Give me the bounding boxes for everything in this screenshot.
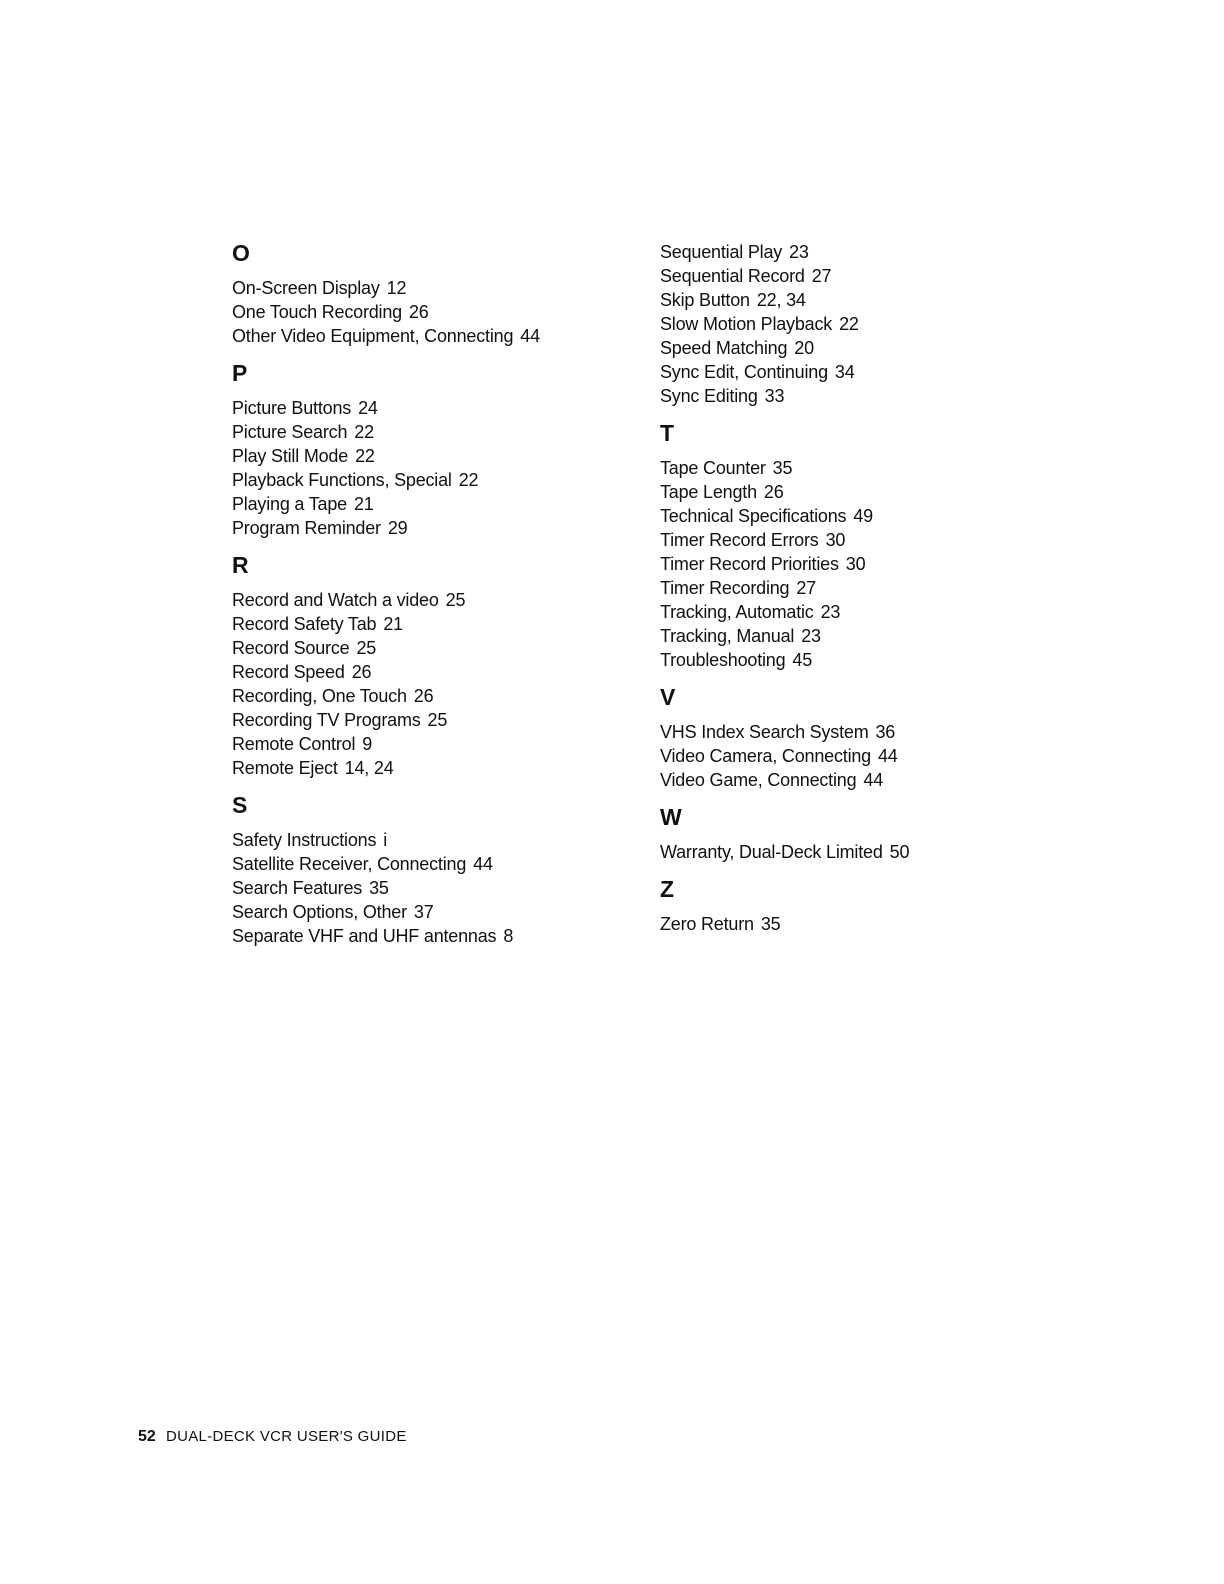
index-page-ref: 22: [354, 422, 374, 442]
index-term: Search Features: [232, 878, 363, 898]
index-term: Skip Button: [660, 290, 750, 310]
index-entry: [660, 720, 1060, 744]
index-page-ref: 44: [863, 770, 884, 790]
index-term: Video Game, Connecting: [660, 770, 857, 790]
index-group: [232, 358, 632, 540]
index-term: One Touch Recording: [232, 302, 402, 322]
index-term: Warranty, Dual-Deck Limited: [660, 842, 883, 862]
index-entry: [660, 768, 1060, 792]
index-term: Separate VHF and UHF antennas: [232, 926, 497, 946]
index-entry: [232, 420, 632, 444]
index-entry: [232, 324, 632, 348]
index-page-ref: 24: [358, 398, 378, 418]
index-page-ref: 27: [811, 266, 832, 286]
index-term: Timer Recording: [660, 578, 790, 598]
index-entry: [232, 924, 632, 948]
index-term: Troubleshooting: [660, 650, 786, 670]
index-page-ref: 37: [413, 902, 434, 922]
index-page-ref: 44: [473, 854, 493, 874]
index-term: Video Camera, Connecting: [660, 746, 871, 766]
index-entry: [232, 276, 632, 300]
index-term: Program Reminder: [232, 518, 381, 538]
index-column-right: [660, 240, 1060, 936]
index-entry: [232, 468, 632, 492]
index-entry: [660, 384, 1060, 408]
page-footer: [138, 1428, 407, 1446]
index-page-ref: 35: [369, 878, 389, 898]
index-page-ref: 25: [356, 638, 377, 658]
index-page-ref: 35: [772, 458, 793, 478]
index-page-ref: 30: [845, 554, 866, 574]
index-term: Recording, One Touch: [232, 686, 407, 706]
index-term: Picture Search: [232, 422, 348, 442]
index-term: Picture Buttons: [232, 398, 352, 418]
index-term: Other Video Equipment, Connecting: [232, 326, 514, 346]
index-entry: [232, 900, 632, 924]
index-term: Timer Record Errors: [660, 530, 819, 550]
index-term: Record and Watch a video: [232, 590, 439, 610]
index-page-ref: 12: [386, 278, 407, 298]
index-entry: [660, 288, 1060, 312]
index-page-ref: 22, 34: [756, 290, 806, 310]
index-group: [232, 550, 632, 780]
index-entry: [660, 744, 1060, 768]
index-group: [660, 240, 1060, 408]
index-term: Zero Return: [660, 914, 754, 934]
index-term: On-Screen Display: [232, 278, 380, 298]
index-group: [660, 682, 1060, 792]
index-letter-heading: W: [660, 804, 682, 830]
index-letter-heading: Z: [660, 876, 675, 902]
index-page-ref: i: [383, 830, 388, 850]
index-entry: [660, 552, 1060, 576]
index-term: Search Options, Other: [232, 902, 407, 922]
index-term: Tape Length: [660, 482, 757, 502]
index-entry: [232, 876, 632, 900]
index-page-ref: 23: [789, 242, 809, 262]
index-page-ref: 26: [763, 482, 784, 502]
index-entry: [232, 612, 632, 636]
index-term: Sync Editing: [660, 386, 758, 406]
index-term: Playback Functions, Special: [232, 470, 452, 490]
index-entry: [232, 516, 632, 540]
index-term: Satellite Receiver, Connecting: [232, 854, 467, 874]
index-page-ref: 25: [445, 590, 466, 610]
index-page-ref: 29: [387, 518, 408, 538]
index-group: [232, 238, 632, 348]
index-group: [660, 418, 1060, 672]
index-term: Remote Eject: [232, 758, 338, 778]
index-term: Technical Specifications: [660, 506, 847, 526]
index-entry: [660, 336, 1060, 360]
index-term: Sequential Play: [660, 242, 783, 262]
index-letter-heading: V: [660, 684, 676, 710]
index-term: Tape Counter: [660, 458, 766, 478]
index-entry: [660, 576, 1060, 600]
index-page-ref: 34: [834, 362, 855, 382]
index-entry: [232, 828, 632, 852]
index-term: Playing a Tape: [232, 494, 347, 514]
index-entry: [660, 624, 1060, 648]
index-term: Tracking, Automatic: [660, 602, 814, 622]
index-page-ref: 26: [408, 302, 429, 322]
index-term: Sequential Record: [660, 266, 805, 286]
index-letter-heading: R: [232, 552, 249, 578]
index-page-ref: 14, 24: [344, 758, 394, 778]
index-term: Record Speed: [232, 662, 345, 682]
index-page-ref: 23: [801, 626, 821, 646]
index-term: Remote Control: [232, 734, 356, 754]
index-entry: [232, 684, 632, 708]
index-entry: [660, 480, 1060, 504]
index-entry: [232, 444, 632, 468]
index-term: VHS Index Search System: [660, 722, 869, 742]
index-term: Recording TV Programs: [232, 710, 421, 730]
index-term: Record Safety Tab: [232, 614, 377, 634]
index-page-ref: 45: [792, 650, 813, 670]
index-entry: [660, 360, 1060, 384]
index-term: Safety Instructions: [232, 830, 377, 850]
index-term: Tracking, Manual: [660, 626, 795, 646]
index-term: Slow Motion Playback: [660, 314, 833, 334]
index-entry: [660, 456, 1060, 480]
index-term: Sync Edit, Continuing: [660, 362, 828, 382]
index-column-left: [232, 238, 632, 948]
index-term: Record Source: [232, 638, 350, 658]
index-page-ref: 50: [889, 842, 910, 862]
index-term: Speed Matching: [660, 338, 788, 358]
index-page-ref: 27: [796, 578, 816, 598]
index-page-ref: 44: [520, 326, 540, 346]
index-page-ref: 33: [764, 386, 785, 406]
index-entry: [660, 528, 1060, 552]
index-group: [660, 802, 1060, 864]
index-entry: [232, 300, 632, 324]
index-entry: [232, 588, 632, 612]
guide-title: DUAL-DECK VCR USER'S GUIDE: [165, 1428, 407, 1445]
index-page-ref: 49: [853, 506, 873, 526]
index-page-ref: 21: [383, 614, 403, 634]
index-entry: [660, 648, 1060, 672]
index-letter-heading: P: [232, 360, 248, 386]
index-entry: [232, 660, 632, 684]
index-entry: [660, 504, 1060, 528]
index-letter-heading: T: [660, 420, 675, 446]
index-page-ref: 22: [355, 446, 375, 466]
page-number: 52: [138, 1428, 156, 1445]
index-entry: [660, 912, 1060, 936]
index-group: [660, 874, 1060, 936]
index-group: [232, 790, 632, 948]
index-page-ref: 30: [825, 530, 846, 550]
index-letter-heading: O: [232, 240, 250, 266]
index-page-ref: 20: [794, 338, 814, 358]
index-entry: [232, 396, 632, 420]
index-entry: [660, 240, 1060, 264]
index-entry: [660, 840, 1060, 864]
index-term: Timer Record Priorities: [660, 554, 839, 574]
index-page-ref: 44: [878, 746, 898, 766]
index-entry: [660, 312, 1060, 336]
index-page-ref: 22: [458, 470, 479, 490]
index-page-ref: 22: [839, 314, 859, 334]
index-letter-heading: S: [232, 792, 248, 818]
index-entry: [232, 852, 632, 876]
index-entry: [232, 756, 632, 780]
index-page-ref: 23: [820, 602, 841, 622]
index-entry: [232, 492, 632, 516]
index-page-ref: 26: [413, 686, 434, 706]
index-page-ref: 35: [760, 914, 781, 934]
index-entry: [232, 732, 632, 756]
index-page-ref: 9: [362, 734, 373, 754]
index-entry: [660, 264, 1060, 288]
index-page-ref: 25: [427, 710, 448, 730]
index-page-ref: 26: [351, 662, 372, 682]
index-page-ref: 36: [875, 722, 896, 742]
index-page-ref: 8: [503, 926, 514, 946]
index-page-ref: 21: [353, 494, 374, 514]
index-entry: [660, 600, 1060, 624]
index-term: Play Still Mode: [232, 446, 349, 466]
index-entry: [232, 708, 632, 732]
index-entry: [232, 636, 632, 660]
